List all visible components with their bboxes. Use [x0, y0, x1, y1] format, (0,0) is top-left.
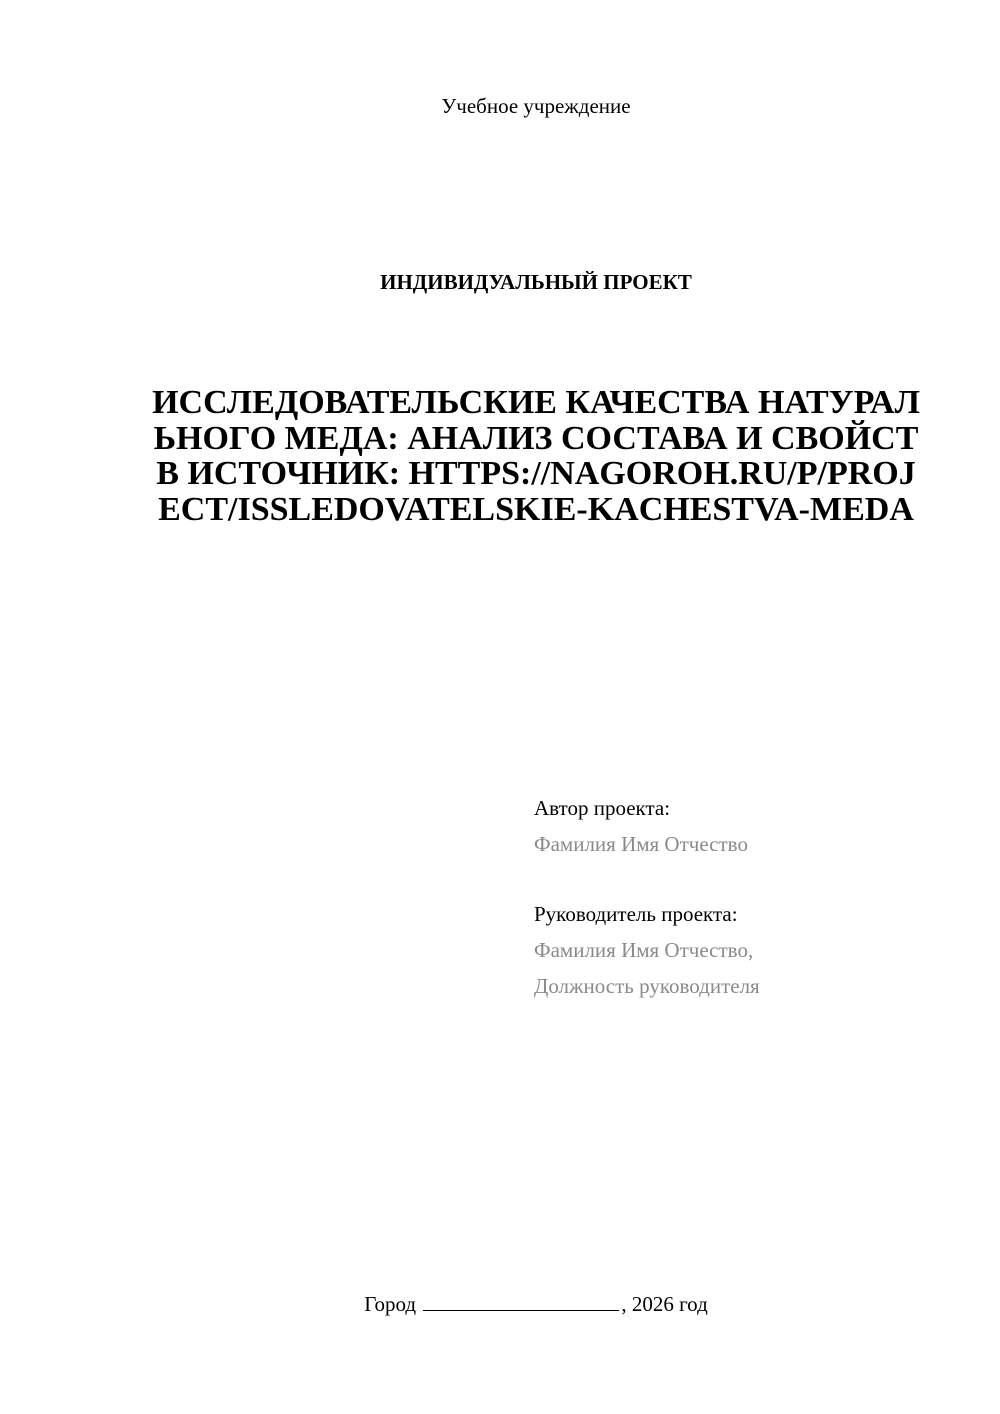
author-name: Фамилия Имя Отчество — [534, 832, 748, 856]
project-roles-block — [534, 790, 974, 1004]
footer-city-year — [0, 1290, 1000, 1318]
city-blank-line — [423, 1290, 619, 1311]
project-title: ИССЛЕДОВАТЕЛЬСКИЕ КАЧЕСТВА НАТУРАЛЬНОГО МЕДА: АНАЛИЗ СОСТАВА И СВОЙСТВ ИСТОЧНИК: HTTPS://NAGOROH.RU/P/PROJECT/ISSLEDOVATELSKIE-KACHESTVA-MEDA — [152, 384, 920, 528]
author-label: Автор проекта: — [534, 796, 671, 820]
supervisor-name: Фамилия Имя Отчество, — [534, 938, 754, 962]
supervisor-position: Должность руководителя — [534, 974, 760, 998]
supervisor-label: Руководитель проекта: — [534, 902, 738, 926]
institution-name: Учебное учреждение — [441, 94, 631, 118]
project-type-heading: ИНДИВИДУАЛЬНЫЙ ПРОЕКТ — [380, 270, 692, 294]
roles-spacer — [534, 862, 974, 896]
city-label: Город — [364, 1292, 417, 1316]
year-text: , 2026 год — [621, 1292, 708, 1316]
